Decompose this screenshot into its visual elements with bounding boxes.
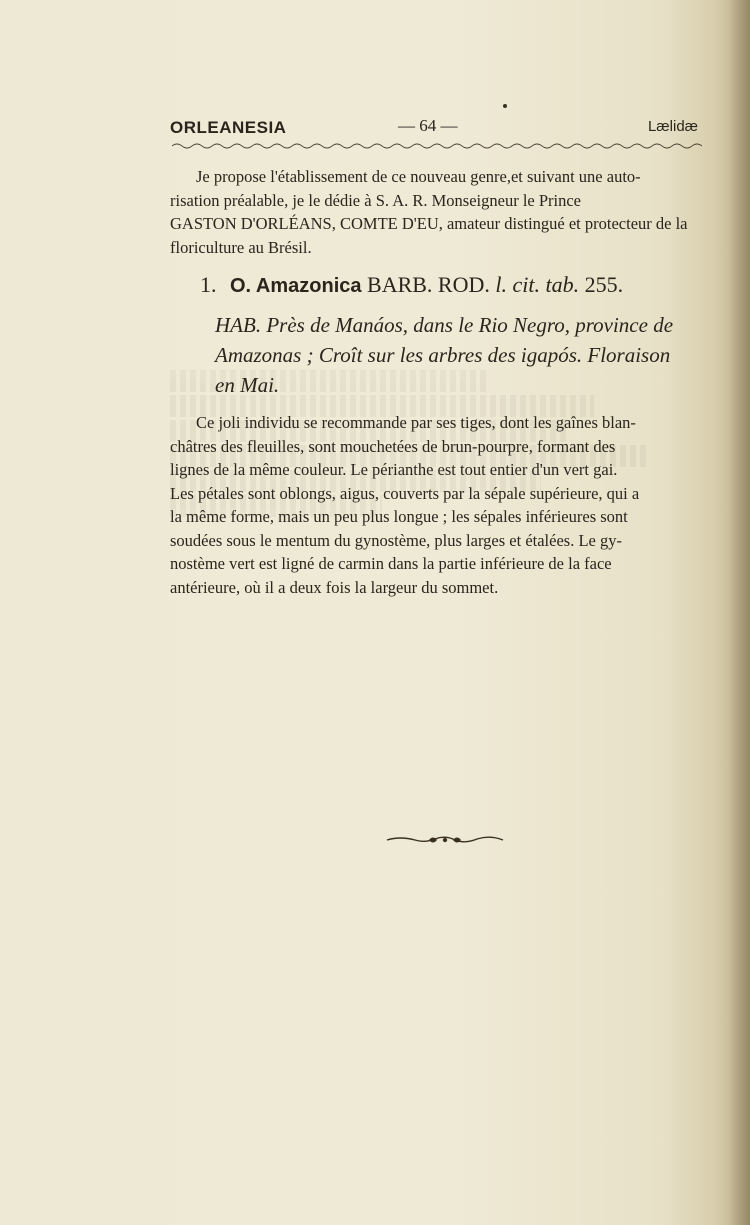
- description-line: Ce joli individu se recommande par ses tiges, dont les gaînes blan-: [196, 413, 636, 432]
- header-genus: ORLEANESIA: [170, 118, 287, 137]
- header-wavy-rule: [172, 142, 702, 150]
- species-name: O. Amazonica: [230, 275, 362, 297]
- description-paragraph: [170, 411, 702, 599]
- species-reference: l. cit. tab.: [495, 272, 580, 297]
- species-plate: 255.: [584, 272, 624, 297]
- running-header: [170, 116, 698, 140]
- header-family: Lælidæ: [647, 118, 698, 135]
- species-heading: [200, 272, 623, 298]
- habitat-line: HAB. Près de Manáos, dans le Rio Negro, province de: [215, 313, 674, 337]
- description-line: Les pétales sont oblongs, aigus, couverts par la sépale supérieure, qui a: [170, 483, 640, 503]
- description-line: antérieure, où il a deux fois la largeur du sommet.: [170, 577, 499, 597]
- species-number: 1.: [200, 272, 217, 297]
- intro-line: Je propose l'établissement de ce nouveau genre,et suivant une auto-: [196, 167, 641, 186]
- habitat-line: en Mai.: [215, 373, 280, 397]
- description-line: châtres des fleuilles, sont mouchetées de brun-pourpre, formant des: [170, 436, 616, 456]
- ink-speck: [503, 104, 507, 108]
- intro-line: GASTON D'ORLÉANS, COMTE D'EU, amateur distingué et protecteur de la: [170, 214, 688, 233]
- page-spine-shadow: [728, 0, 750, 1225]
- description-line: la même forme, mais un peu plus longue ; les sépales inférieures sont: [170, 507, 628, 526]
- description-line: soudées sous le mentum du gynostème, plus larges et étalées. Le gy-: [170, 530, 622, 550]
- section-ornament: [385, 832, 505, 848]
- habitat-line: Amazonas ; Croît sur les arbres des igapós. Floraison: [215, 343, 671, 367]
- page-number: — 64 —: [398, 116, 458, 135]
- habitat-block: [215, 310, 700, 400]
- species-author: BARB. ROD.: [367, 272, 490, 297]
- intro-line: risation préalable, je le dédie à S. A. R. Monseigneur le Prince: [170, 190, 582, 210]
- description-line: nostème vert est ligné de carmin dans la partie inférieure de la face: [170, 554, 612, 573]
- intro-paragraph: [170, 165, 702, 259]
- description-line: lignes de la même couleur. Le périanthe est tout entier d'un vert gai.: [170, 460, 618, 479]
- intro-line: floriculture au Brésil.: [170, 237, 312, 257]
